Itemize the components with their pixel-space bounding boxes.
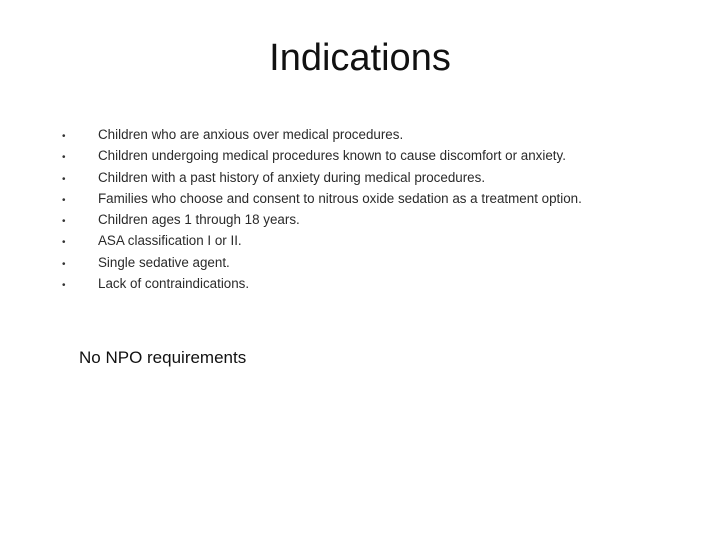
list-item-text: Children ages 1 through 18 years. — [98, 212, 300, 228]
list-item-text: Families who choose and consent to nitrous oxide sedation as a treatment option. — [98, 190, 582, 206]
bullet-icon: • — [62, 194, 66, 206]
bullet-icon: • — [62, 258, 66, 270]
list-item — [62, 209, 702, 230]
slide-title: Indications — [269, 37, 451, 79]
list-item — [62, 145, 702, 166]
bullet-icon: • — [62, 237, 66, 249]
npo-note: No NPO requirements — [79, 348, 247, 367]
list-item — [62, 252, 702, 273]
list-item-text: ASA classification I or II. — [98, 233, 242, 249]
list-item — [62, 124, 702, 145]
list-item — [62, 230, 702, 251]
list-item — [62, 167, 702, 188]
bullet-icon: • — [62, 131, 66, 142]
list-item-text: Lack of contraindications. — [98, 276, 250, 292]
bullet-icon: • — [62, 173, 66, 185]
list-item — [62, 273, 702, 294]
bullet-icon: • — [62, 280, 66, 292]
list-item-text: Children with a past history of anxiety during medical procedures. — [98, 169, 486, 185]
list-item — [62, 188, 702, 209]
bullet-icon: • — [62, 216, 66, 228]
bullet-icon: • — [62, 152, 66, 164]
indications-list — [62, 124, 702, 294]
list-item-text: Children who are anxious over medical procedures. — [98, 127, 404, 142]
list-item-text: Children undergoing medical procedures known to cause discomfort or anxiety. — [98, 148, 566, 164]
list-item-text: Single sedative agent. — [98, 254, 230, 270]
